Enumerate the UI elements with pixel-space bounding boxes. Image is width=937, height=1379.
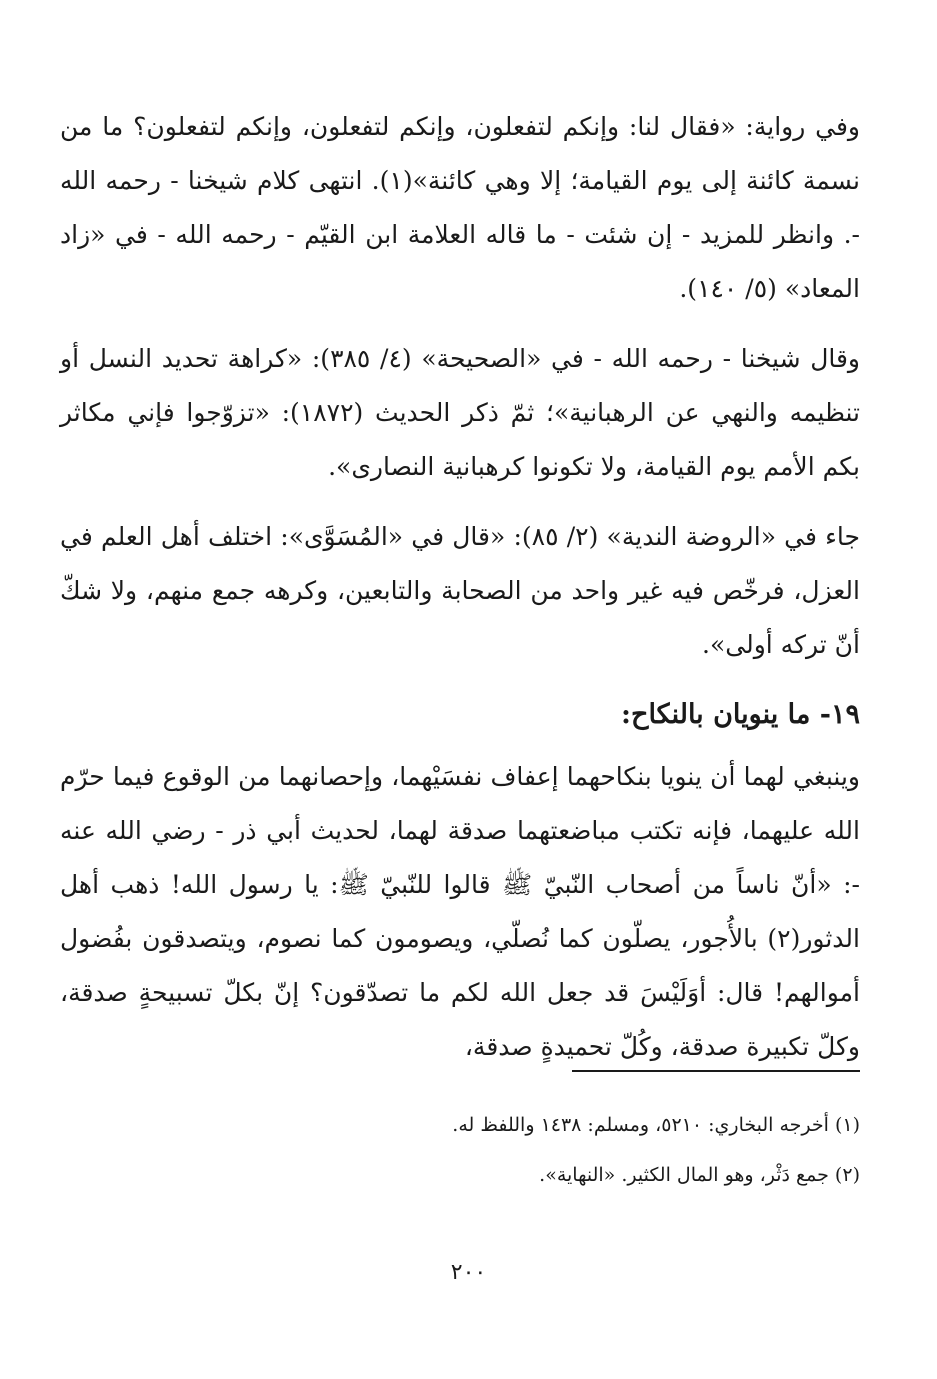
paragraph-3: جاء في «الروضة الندية» (٢/ ٨٥): «قال في «المُسَوَّى»: اختلف أهل العلم في العزل، فرخّص فيه غير واحد من الصحابة والتابعين، وكرهه جمع منهم، ولا شكّ أنّ تركه أولى». <box>60 522 860 659</box>
footnote-1: (١) أخرجه البخاري: ٥٢١٠، ومسلم: ١٤٣٨ واللفظ له. <box>452 1114 860 1136</box>
section-heading: ١٩- ما ينويان بالنكاح: <box>621 699 860 730</box>
paragraph-2: وقال شيخنا - رحمه الله - في «الصحيحة» (٤/ ٣٨٥): «كراهة تحديد النسل أو تنظيمه والنهي عن الرهبانية»؛ ثمّ ذكر الحديث (١٨٧٢): «تزوّجوا فإني مكاثر بكم الأمم يوم القيامة، ولا تكونوا كرهبانية النصارى». <box>60 344 861 481</box>
paragraph-1: وفي رواية: «فقال لنا: وإنكم لتفعلون، وإنكم لتفعلون، وإنكم لتفعلون؟ ما من نسمة كائنة إلى يوم القيامة؛ إلا وهي كائنة»(١). انتهى كلام شيخنا - رحمه الله -. وانظر للمزيد - إن شئت - ما قاله العلامة ابن القيّم - رحمه الله - في «زاد المعاد» (٥/ ١٤٠). <box>60 112 860 303</box>
main-text <box>60 100 860 1090</box>
section-paragraph: وينبغي لهما أن ينويا بنكاحهما إعفاف نفسَيْهما، وإحصانهما من الوقوع فيما حرّم الله عليهما، فإنه تكتب مباضعتهما صدقة لهما، لحديث أبي ذر - رضي الله عنه -: «أنّ ناساً من أصحاب النّبيّ ﷺ قالوا للنّبيّ ﷺ: يا رسول الله! ذهب أهل الدثور(٢) بالأُجور، يصلّون كما نُصلّي، ويصومون كما نصوم، ويتصدقون بفُضول أموالهم! قال: أوَلَيْسَ قد جعل الله لكم ما تصدّقون؟ إنّ بكلّ تسبيحةٍ صدقة، وكلّ تكبيرة صدقة، وكُلّ تحميدةٍ صدقة، <box>60 762 860 1061</box>
page-number: ٢٠٠ <box>450 1260 487 1285</box>
footnotes <box>60 1100 860 1200</box>
footnote-2: (٢) جمع دَثْر، وهو المال الكثير. «النهاية». <box>539 1164 860 1186</box>
footnote-divider <box>572 1070 860 1072</box>
